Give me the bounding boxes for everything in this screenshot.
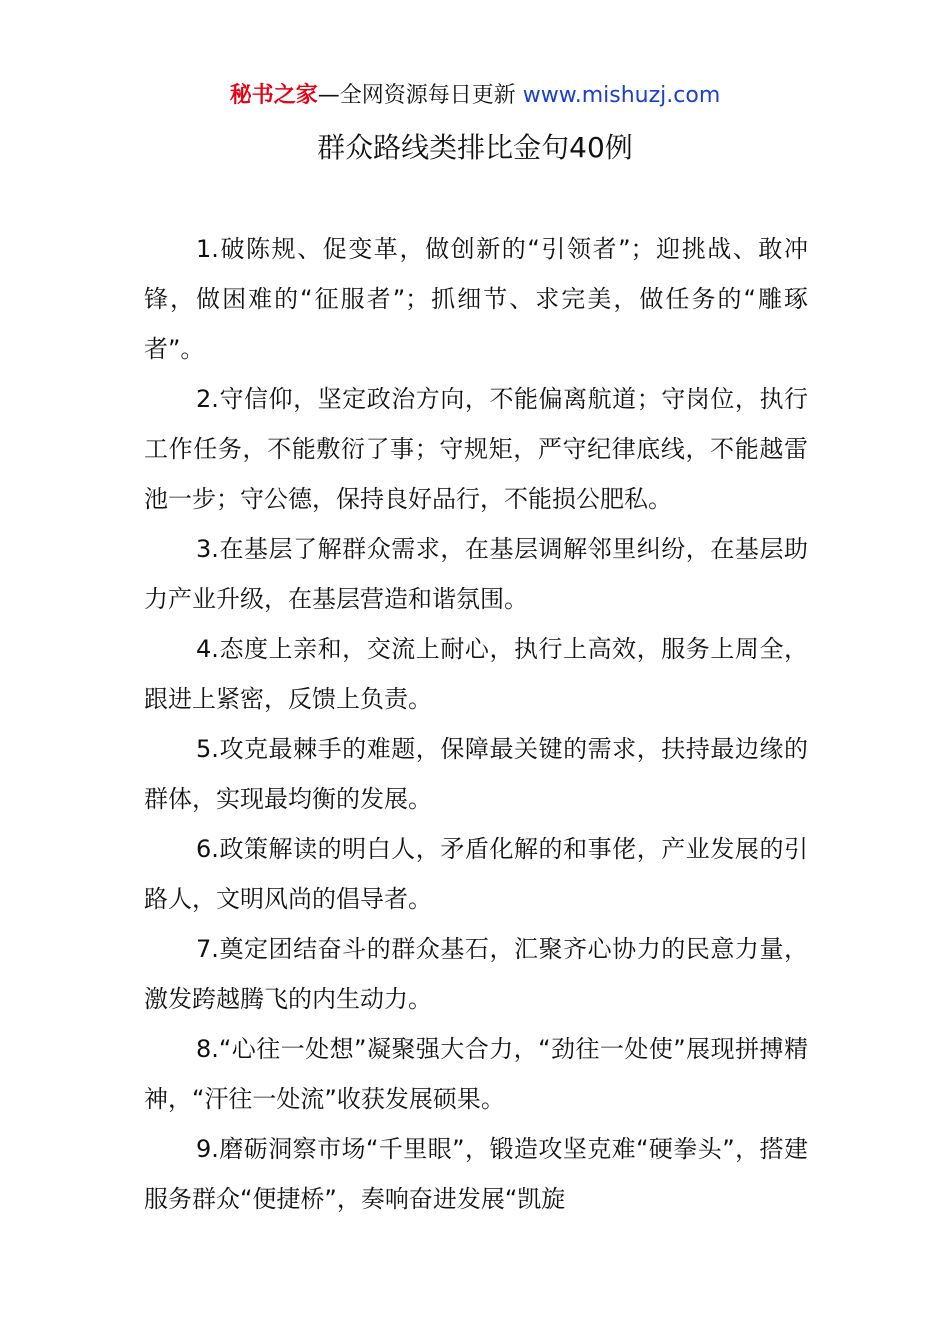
header-tagline: —全网资源每日更新 bbox=[317, 83, 523, 108]
paragraph-3: 3.在基层了解群众需求，在基层调解邻里纠纷，在基层助力产业升级，在基层营造和谐氛围。 bbox=[144, 535, 808, 613]
brand-name: 秘书之家 bbox=[229, 83, 318, 108]
site-header bbox=[0, 80, 950, 112]
site-url: www.mishuzj.com bbox=[522, 83, 721, 108]
document-body bbox=[144, 224, 808, 1224]
document-title: 群众路线类排比金句40例 bbox=[317, 131, 633, 164]
paragraph-7: 7.奠定团结奋斗的群众基石，汇聚齐心协力的民意力量，激发跨越腾飞的内生动力。 bbox=[144, 935, 808, 1013]
paragraph-2: 2.守信仰，坚定政治方向，不能偏离航道；守岗位，执行工作任务，不能敷衍了事；守规矩，严守纪律底线，不能越雷池一步；守公德，保持良好品行，不能损公肥私。 bbox=[144, 385, 808, 513]
paragraph-5: 5.攻克最棘手的难题，保障最关键的需求，扶持最边缘的群体，实现最均衡的发展。 bbox=[144, 735, 808, 813]
paragraph-1: 1.破陈规、促变革，做创新的“引领者”；迎挑战、敢冲锋，做困难的“征服者”；抓细节、求完美，做任务的“雕琢者”。 bbox=[144, 235, 808, 363]
paragraph-4: 4.态度上亲和，交流上耐心，执行上高效，服务上周全，跟进上紧密，反馈上负责。 bbox=[144, 635, 808, 713]
paragraph-6: 6.政策解读的明白人，矛盾化解的和事佬，产业发展的引路人，文明风尚的倡导者。 bbox=[144, 835, 808, 913]
paragraph-8: 8.“心往一处想”凝聚强大合力，“劲往一处使”展现拼搏精神，“汗往一处流”收获发展硕果。 bbox=[144, 1035, 808, 1113]
paragraph-9: 9.磨砺洞察市场“千里眼”，锻造攻坚克难“硬拳头”，搭建服务群众“便捷桥”，奏响奋进发展“凯旋 bbox=[144, 1135, 808, 1213]
